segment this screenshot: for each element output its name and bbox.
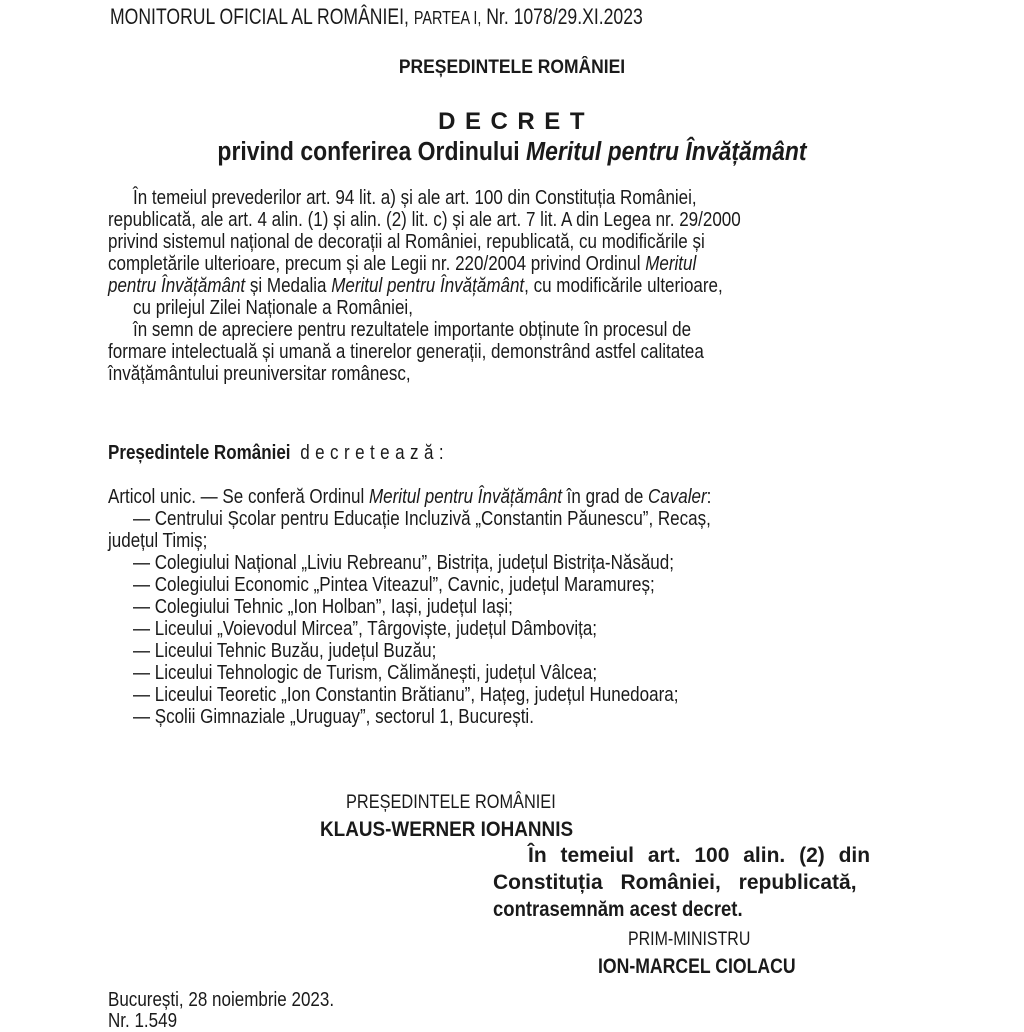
president-name: KLAUS-WERNER IOHANNIS	[320, 818, 574, 841]
recipient-line: — Școlii Gimnaziale „Uruguay”, sectorul 1, București.	[133, 705, 534, 728]
publication-name: MONITORUL OFICIAL AL ROMÂNIEI,	[110, 4, 409, 29]
recipient-line: — Liceului Tehnologic de Turism, Călimănești, județul Vâlcea;	[133, 661, 598, 684]
article-intro-middle: în grad de	[561, 485, 649, 508]
publication-part: PARTEA I,	[413, 8, 482, 28]
decree-number: Nr. 1.549	[108, 1009, 178, 1032]
formula-subject: Președintele României	[108, 441, 291, 464]
countersign-line: În temeiul art. 100 alin. (2) din	[528, 844, 871, 867]
preamble-text: și Medalia	[245, 274, 332, 297]
preamble-line	[108, 276, 723, 297]
gazette-header	[110, 6, 643, 28]
preamble-line	[133, 320, 691, 341]
preamble-line	[108, 232, 705, 253]
preamble-line	[108, 210, 741, 231]
preamble-line	[108, 364, 411, 385]
preamble-line	[108, 254, 696, 275]
article-intro	[108, 487, 711, 508]
decree-formula	[108, 443, 449, 464]
recipient-line: — Liceului Tehnic Buzău, județul Buzău;	[133, 639, 437, 662]
article-intro-suffix: :	[706, 485, 712, 508]
issue-number: Nr. 1078/29.XI.2023	[486, 4, 643, 29]
preamble-italic-text: Meritul	[645, 252, 697, 275]
preamble-text: în semn de apreciere pentru rezultatele importante obținute în procesul de	[133, 318, 692, 341]
recipient-line: — Colegiului Economic „Pintea Viteazul”, Cavnic, județul Maramureș;	[133, 573, 655, 596]
preamble-text: republicată, ale art. 4 alin. (1) și alin. (2) lit. c) și ale art. 7 lit. A din Legea nr. 29/2000	[108, 208, 741, 231]
preamble-italic-text: Meritul pentru Învățământ	[331, 274, 525, 297]
recipient-line: — Centrului Școlar pentru Educație Incluzivă „Constantin Păunescu”, Recaș,	[133, 507, 711, 530]
preamble-line	[133, 298, 413, 319]
recipient-line: — Liceului Teoretic „Ion Constantin Brătianu”, Hațeg, județul Hunedoara;	[133, 683, 679, 706]
preamble-text: cu prilejul Zilei Naționale a României,	[133, 296, 413, 319]
preamble-text: formare intelectuală și umană a tinerelor generații, demonstrând astfel calitatea	[108, 340, 704, 363]
subtitle-prefix: privind conferirea Ordinului	[217, 138, 520, 166]
pm-title: PRIM-MINISTRU	[628, 929, 751, 950]
preamble-text: privind sistemul național de decorații al României, republicată, cu modificările și	[108, 230, 705, 253]
president-title: PREȘEDINTELE ROMÂNIEI	[346, 792, 556, 813]
recipient-line: — Colegiului Național „Liviu Rebreanu”, Bistrița, județul Bistrița-Năsăud;	[133, 551, 674, 574]
article-order-name: Meritul pentru Învățământ	[369, 485, 562, 508]
preamble-text: completările ulterioare, precum și ale Legii nr. 220/2004 privind Ordinul	[108, 252, 646, 275]
countersign-line: Constituția României, republicată,	[493, 871, 857, 894]
preamble-text: , cu modificările ulterioare,	[524, 274, 723, 297]
preamble-line	[108, 342, 704, 363]
subtitle-order-name: Meritul pentru Învățământ	[526, 138, 807, 166]
preamble-italic-text: pentru Învățământ	[108, 274, 246, 297]
recipient-line: județul Timiș;	[108, 529, 208, 552]
place-date: București, 28 noiembrie 2023.	[108, 988, 335, 1011]
article-grade: Cavaler	[648, 485, 707, 508]
recipient-line: — Liceului „Voievodul Mircea”, Târgoviște, județul Dâmbovița;	[133, 617, 598, 640]
preamble-line	[133, 188, 697, 209]
preamble-text: În temeiul prevederilor art. 94 lit. a) și ale art. 100 din Constituția României,	[133, 186, 697, 209]
countersign-line: contrasemnăm acest decret.	[493, 898, 743, 921]
formula-verb: decretează:	[300, 441, 450, 464]
decree-subtitle	[51, 140, 973, 166]
decree-title: D E C R E T	[438, 108, 586, 135]
pm-name: ION-MARCEL CIOLACU	[598, 955, 796, 978]
recipient-line: — Colegiului Tehnic „Ion Holban”, Iași, județul Iași;	[133, 595, 513, 618]
issuer-heading: PREȘEDINTELE ROMÂNIEI	[398, 57, 626, 78]
article-intro-text: Articol unic. — Se conferă Ordinul	[108, 485, 370, 508]
preamble-text: învățământului preuniversitar românesc,	[108, 362, 411, 385]
